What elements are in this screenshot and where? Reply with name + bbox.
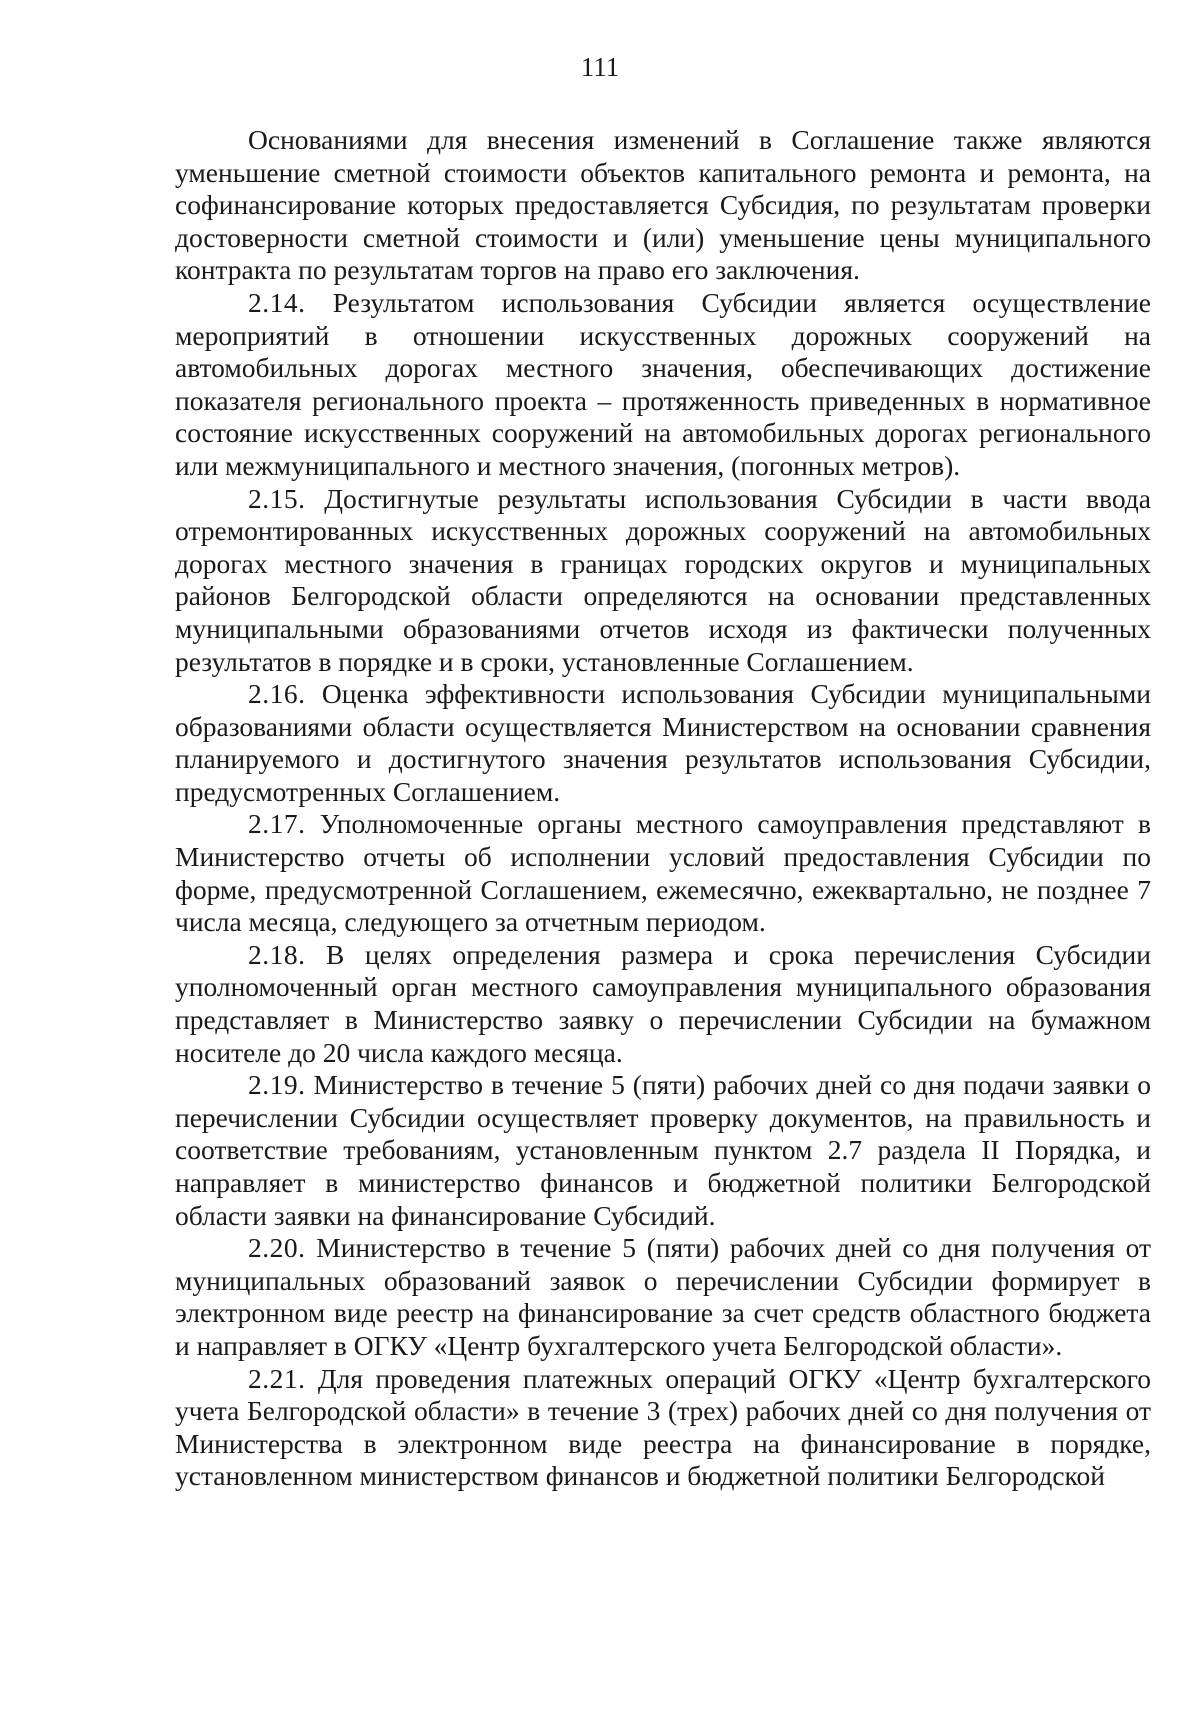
paragraph-text: Достигнутые результаты использования Субсидии в части ввода отремонтированных искусственных дорожных сооружений на автомобильных дорогах местного значения в границах городских округов и муниципальных районов Белгородской области определяются на основании представленных муниципальными образованиями отчетов исходя из фактически полученных результатов в порядке и в сроки, установленные Соглашением. [175, 482, 1151, 677]
paragraph-number: 2.15. [248, 482, 306, 514]
paragraph-text: Основаниями для внесения изменений в Соглашение также являются уменьшение сметной стоимости объектов капитального ремонта и ремонта, на софинансирование которых предоставляется Субсидия, по результатам проверки достоверности сметной стоимости и (или) уменьшение цены муниципального контракта по результатам торгов на право его заключения. [175, 124, 1151, 286]
paragraph-text: В целях определения размера и срока перечисления Субсидии уполномоченный орган местного самоуправления муниципального образования представляет в Министерство заявку о перечислении Субсидии на бумажном носителе до 20 числа каждого месяца. [175, 938, 1151, 1068]
paragraph-number: 2.14. [248, 286, 306, 318]
paragraph-number: 2.17. [248, 808, 306, 840]
page-number: 111 [580, 52, 620, 82]
paragraph-number: 2.21. [248, 1362, 306, 1394]
paragraph-2-19 [175, 1069, 1151, 1232]
paragraph-2-20 [175, 1232, 1151, 1362]
paragraph-text: Для проведения платежных операций ОГКУ «Центр бухгалтерского учета Белгородской области» в течение 3 (трех) рабочих дней со дня получения от Министерства в электронном виде реестра на финансирование в порядке, установленном министерством финансов и бюджетной политики Белгородской [175, 1362, 1151, 1492]
paragraph-2-18 [175, 939, 1151, 1069]
document-body [175, 124, 1151, 1493]
paragraph-number: 2.20. [248, 1232, 306, 1264]
paragraph-number: 2.16. [248, 678, 306, 710]
paragraph-2-14 [175, 287, 1151, 483]
paragraph-text: Результатом использования Субсидии является осуществление мероприятий в отношении искусственных дорожных сооружений на автомобильных дорогах местного значения, обеспечивающих достижение показателя регионального проекта – протяженность приведенных в нормативное состояние искусственных сооружений на автомобильных дорогах регионального или межмуниципального и местного значения, (погонных метров). [175, 286, 1151, 481]
paragraph-number: 2.18. [248, 938, 306, 970]
paragraph-2-17 [175, 808, 1151, 938]
paragraph-2-16 [175, 678, 1151, 808]
paragraph-text: Уполномоченные органы местного самоуправления представляют в Министерство отчеты об исполнении условий предоставления Субсидии по форме, предусмотренной Соглашением, ежемесячно, ежеквартально, не позднее 7 числа месяца, следующего за отчетным периодом. [175, 808, 1151, 938]
paragraph-2-15 [175, 483, 1151, 679]
paragraph-basis-for-changes [175, 124, 1151, 287]
paragraph-text: Министерство в течение 5 (пяти) рабочих дней со дня получения от муниципальных образований заявок о перечислении Субсидии формирует в электронном виде реестр на финансирование за счет средств областного бюджета и направляет в ОГКУ «Центр бухгалтерского учета Белгородской области». [175, 1232, 1151, 1361]
paragraph-2-21 [175, 1363, 1151, 1493]
paragraph-text: Министерство в течение 5 (пяти) рабочих дней со дня подачи заявки о перечислении Субсидии осуществляет проверку документов, на правильность и соответствие требованиям, установленным пунктом 2.7 раздела II Порядка, и направляет в министерство финансов и бюджетной политики Белгородской области заявки на финансирование Субсидий. [175, 1069, 1151, 1231]
paragraph-text: Оценка эффективности использования Субсидии муниципальными образованиями области осуществляется Министерством на основании сравнения планируемого и достигнутого значения результатов использования Субсидии, предусмотренных Соглашением. [175, 678, 1151, 807]
paragraph-number: 2.19. [248, 1069, 306, 1101]
